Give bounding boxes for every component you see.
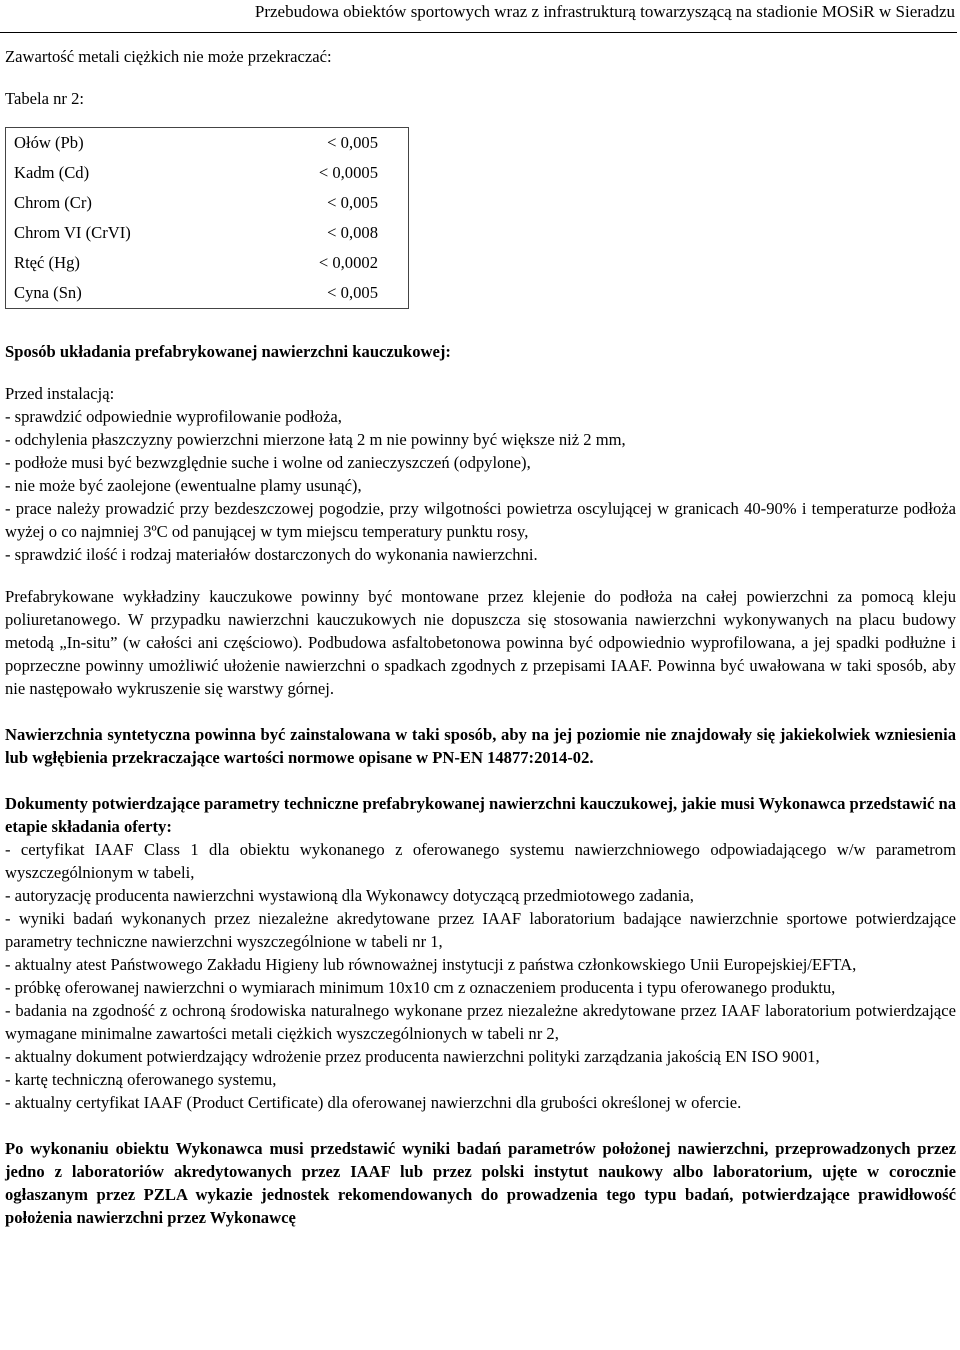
list-item: - aktualny certyfikat IAAF (Product Certificate) dla oferowanej nawierzchni dla grubości określonej w ofercie. [5,1093,742,1112]
metal-value: < 0,0002 [318,253,378,272]
table-row [6,158,409,188]
list-item: - aktualny dokument potwierdzający wdrożenie przez producenta nawierzchni polityki zarządzania jakością EN ISO 9001, [5,1047,820,1066]
list-item: - podłoże musi być bezwzględnie suche i wolne od zanieczyszczeń (odpylone), [5,453,531,472]
header-title: Przebudowa obiektów sportowych wraz z infrastrukturą towarzyszącą na stadionie MOSiR w Sieradzu [254,2,955,21]
metal-value: < 0,005 [327,133,378,152]
paragraph-final: Po wykonaniu obiektu Wykonawca musi przedstawić wyniki badań parametrów położonej nawierzchni, przeprowadzonych przez jedno z laboratoriów akredytowanych przez IAAF lub przez polski instytut naukowy albo laboratorium, ujęte w corocznie ogłaszanym przez PZLA wykazie jednostek rekomendowanych do prowadzenia tego typu badań, potwierdzające prawidłowość położenia nawierzchni przez Wykonawcę [5,1139,956,1227]
list-item: - nie może być zaolejone (ewentualne plamy usunąć), [5,476,362,495]
table-label: Tabela nr 2: [5,89,85,108]
metal-value: < 0,005 [327,193,378,212]
list-item: - odchylenia płaszczyzny powierzchni mierzone łatą 2 m nie powinny być większe niż 2 mm, [5,430,626,449]
list-item: - wyniki badań wykonanych przez niezależne akredytowane przez IAAF laboratorium badające nawierzchnie sportowe potwierdzające parametry techniczne nawierzchni wyszczególnione w tabeli nr 1, [5,909,956,951]
metal-value: < 0,008 [327,223,378,242]
table-row [6,248,409,278]
metal-name: Cyna (Sn) [14,283,82,302]
table-row [6,218,409,248]
list-item: - certyfikat IAAF Class 1 dla obiektu wykonanego z oferowanego systemu nawierzchniowego odpowiadającego w/w parametrom wyszczególnionym w tabeli, [5,840,956,882]
list-item: - aktualny atest Państwowego Zakładu Higieny lub równoważnej instytucji z państwa członkowskiego Unii Europejskiej/EFTA, [5,955,857,974]
list-item: - prace należy prowadzić przy bezdeszczowej pogodzie, przy wilgotności powietrza oscylującej w granicach 40-90% i temperaturze podłoża wyżej o co najmniej 3ºC od panującej w tym miejscu temperatury punktu rosy, [5,499,956,541]
metals-table [5,127,409,309]
paragraph-prefab: Prefabrykowane wykładziny kauczukowe powinny być montowane przez klejenie do podłoża na całej powierzchni za pomocą kleju poliuretanowego. W przypadku nawierzchni kauczukowych nie dopuszcza się stosowania nawierzchni wykonywanych na placu budowy metodą „In-situ” (w całości ani częściowo). Podbudowa asfaltobetonowa powinna być odpowiednio wyprofilowana, a jej spadki podłużne i poprzeczne powinny umożliwić ułożenie nawierzchni o spadkach zgodnych z przepisami IAAF. Powinna być uwałowana w taki sposób, aby nie następowało wykruszenie się warstwy górnej. [5,587,956,698]
paragraph-synthetic: Nawierzchnia syntetyczna powinna być zainstalowana w taki sposób, aby na jej poziomie nie znajdowały się jakiekolwiek wzniesienia lub wgłębienia przekraczające wartości normowe opisane w PN-EN 14877:2014-02. [5,725,956,767]
list-item: - sprawdzić odpowiednie wyprofilowanie podłoża, [5,407,342,426]
section-heading: Sposób układania prefabrykowanej nawierzchni kauczukowej: [5,342,451,361]
list-item: - próbkę oferowanej nawierzchni o wymiarach minimum 10x10 cm z oznaczeniem producenta i typu oferowanego produktu, [5,978,836,997]
table-row [6,188,409,218]
list-item: - sprawdzić ilość i rodzaj materiałów dostarczonych do wykonania nawierzchni. [5,545,538,564]
docs-heading: Dokumenty potwierdzające parametry techniczne prefabrykowanej nawierzchni kauczukowej, jakie musi Wykonawca przedstawić na etapie składania oferty: [5,794,956,836]
metal-name: Chrom VI (CrVI) [14,223,131,242]
metal-name: Ołów (Pb) [14,133,84,152]
before-label: Przed instalacją: [5,384,115,403]
document-body [5,45,956,1229]
list-item: - autoryzację producenta nawierzchni wystawioną dla Wykonawcy dotyczącą przedmiotowego zadania, [5,886,694,905]
table-row [6,128,409,159]
list-item: - kartę techniczną oferowanego systemu, [5,1070,277,1089]
metal-name: Chrom (Cr) [14,193,92,212]
page-header [0,0,957,33]
metal-name: Rtęć (Hg) [14,253,80,272]
intro-text: Zawartość metali ciężkich nie może przekraczać: [5,47,332,66]
metal-value: < 0,005 [327,283,378,302]
metal-value: < 0,0005 [318,163,378,182]
table-row [6,278,409,309]
list-item: - badania na zgodność z ochroną środowiska naturalnego wykonane przez niezależne akredytowane przez IAAF laboratorium potwierdzające wymagane minimalne zawartości metali ciężkich wyszczególnionych w tabeli nr 2, [5,1001,956,1043]
metal-name: Kadm (Cd) [14,163,90,182]
